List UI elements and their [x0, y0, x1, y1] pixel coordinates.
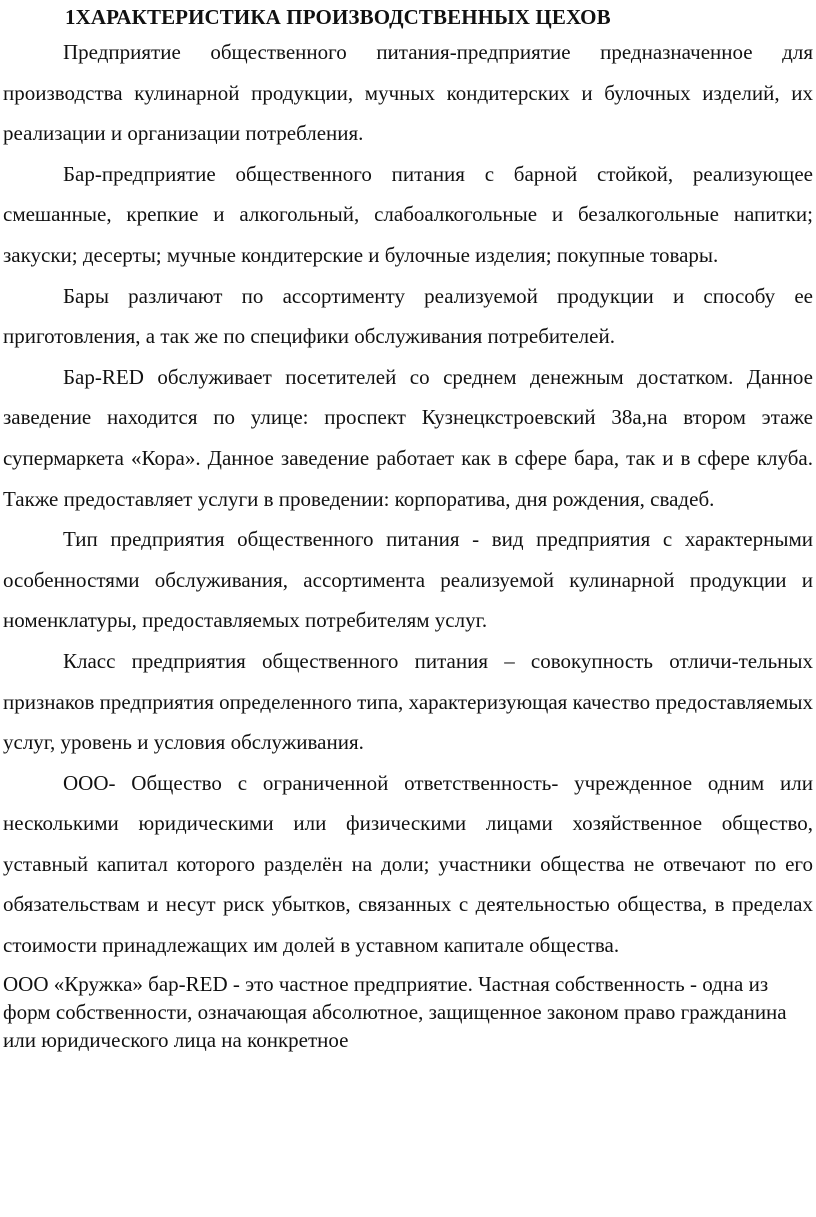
- paragraph-enterprise-class: Класс предприятия общественного питания – совокупность отличи-тельных признаков предприятия определенного типа, характеризующая качество предоставляемых услуг, уровень и условия обслуживания.: [3, 648, 813, 755]
- paragraph-bar-definition: Бар-предприятие общественного питания с барной стойкой, реализующее смешанные, крепкие и алкогольный, слабоалкогольные и безалкогольные напитки; закуски; десерты; мучные кондитерские и булочные изделия; покупные товары.: [3, 161, 813, 267]
- paragraph-bar-types: Бары различают по ассортименту реализуемой продукции и способу ее приготовления, а так же по специфики обслуживания потребителей.: [3, 283, 813, 349]
- paragraph-enterprise-type: Тип предприятия общественного питания - вид предприятия с характерными особенностями обслуживания, ассортимента реализуемой кулинарной продукции и номенклатуры, предоставляемых потребителям услуг.: [3, 527, 813, 633]
- paragraph-private-enterprise: ООО «Кружка» бар-RED - это частное предприятие. Частная собственность - одна из форм собственности, означающая абсолютное, защищенное законом право гражданина или юридического лица на конкретное: [3, 971, 787, 1052]
- paragraph-llc-definition: ООО- Общество с ограниченной ответственность- учрежденное одним или несколькими юридическими или физическими лицами хозяйственное общество, уставный капитал которого разделён на доли; участники общества не отвечают по его обязательствам и несут риск убытков, связанных с деятельностью общества, в пределах стоимости принадлежащих им долей в уставном капитале общества.: [3, 770, 813, 958]
- paragraph-enterprise-definition: Предприятие общественного питания-предприятие предназначенное для производства кулинарной продукции, мучных кондитерских и булочных изделий, их реализации и организации потребления.: [3, 40, 813, 146]
- section-heading: 1ХАРАКТЕРИСТИКА ПРОИЗВОДСТВЕННЫХ ЦЕХОВ: [65, 5, 611, 29]
- paragraph-bar-red-description: Бар-RED обслуживает посетителей со среднем денежным достатком. Данное заведение находится по улице: проспект Кузнецкстроевский 38а,на втором этаже супермаркета «Кора». Данное заведение работает как в сфере бара, так и в сфере клуба. Также предоставляет услуги в проведении: корпоратива, дня рождения, свадеб.: [3, 364, 813, 511]
